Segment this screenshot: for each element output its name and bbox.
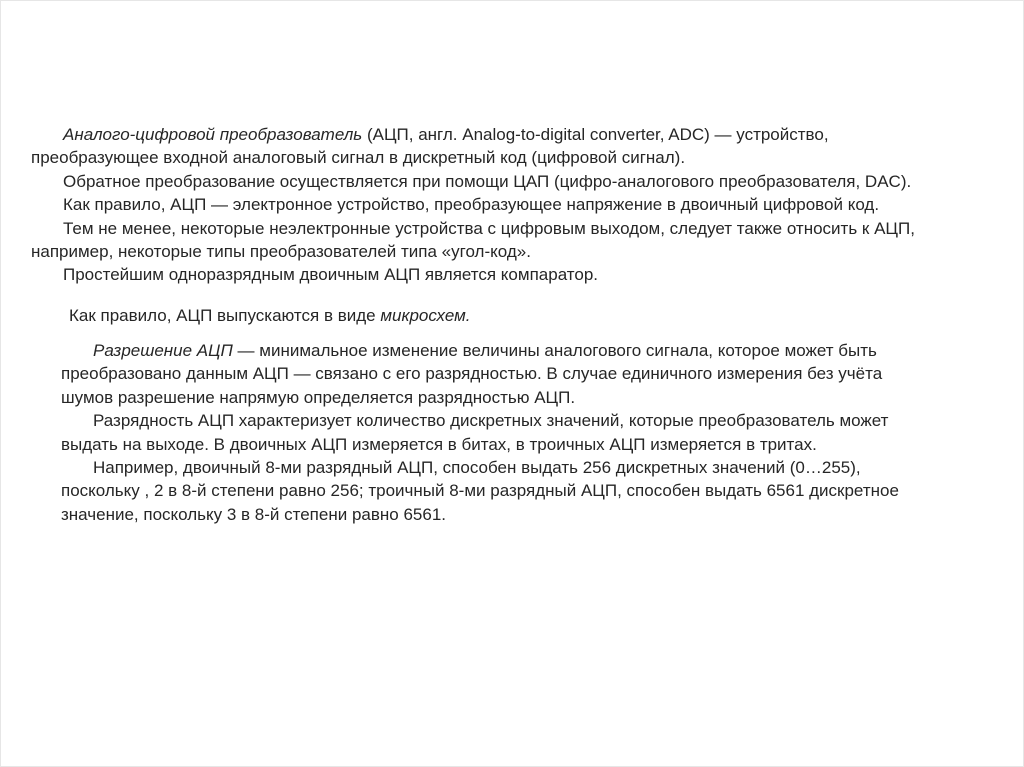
paragraph-adc-definition-line1 xyxy=(31,123,991,146)
paragraph-example-line3: значение, поскольку 3 в 8-й степени равно 6561. xyxy=(61,504,446,524)
paragraph-non-electronic-line1: Тем не менее, некоторые неэлектронные устройства с цифровым выходом, следует также относить к АЦП, xyxy=(63,218,915,238)
paragraph-comparator: Простейшим одноразрядным двоичным АЦП является компаратор. xyxy=(63,265,599,285)
term-resolution: Разрешение АЦП xyxy=(93,341,233,360)
paragraph-resolution-line3: шумов разрешение напрямую определяется разрядностью АЦП. xyxy=(61,387,576,407)
text-block-microchips xyxy=(69,304,969,327)
paragraph-resolution-line2: преобразовано данным АЦП — связано с его разрядностью. В случае единичного измерения без учёта xyxy=(61,364,883,384)
text-block-resolution xyxy=(61,339,981,526)
paragraph-microchips xyxy=(69,304,969,327)
paragraph-electronic-device: Как правило, АЦП — электронное устройство, преобразующее напряжение в двоичный цифровой код. xyxy=(63,195,880,215)
paragraph-bit-depth-line2: выдать на выходе. В двоичных АЦП измеряется в битах, в троичных АЦП измеряется в тритах. xyxy=(61,434,817,454)
text-segment: — минимальное изменение величины аналогового сигнала, которое может быть xyxy=(232,341,877,360)
paragraph-example-line2: поскольку , 2 в 8-й степени равно 256; троичный 8-ми разрядный АЦП, способен выдать 6561 дискретное xyxy=(61,481,899,501)
term-adc: Аналого-цифровой преобразователь xyxy=(63,125,363,144)
paragraph-non-electronic-line2: например, некоторые типы преобразователей типа «угол-код». xyxy=(31,242,531,262)
text-segment: (АЦП, англ. Analog-to-digital converter, ADC) — устройство, xyxy=(362,125,829,144)
paragraph-bit-depth-line1: Разрядность АЦП характеризует количество дискретных значений, которые преобразователь может xyxy=(93,411,889,431)
text-block-definition xyxy=(31,123,991,287)
paragraph-inverse-conversion: Обратное преобразование осуществляется при помощи ЦАП (цифро-аналогового преобразователя, DAC). xyxy=(63,171,912,191)
paragraph-example-line1: Например, двоичный 8-ми разрядный АЦП, способен выдать 256 дискретных значений (0…255), xyxy=(93,458,861,478)
paragraph-resolution-line1 xyxy=(61,339,981,362)
term-microchips: микросхем. xyxy=(380,306,471,325)
paragraph-adc-definition-line2: преобразующее входной аналоговый сигнал в дискретный код (цифровой сигнал). xyxy=(31,148,686,168)
text-segment: Как правило, АЦП выпускаются в виде xyxy=(69,306,381,325)
